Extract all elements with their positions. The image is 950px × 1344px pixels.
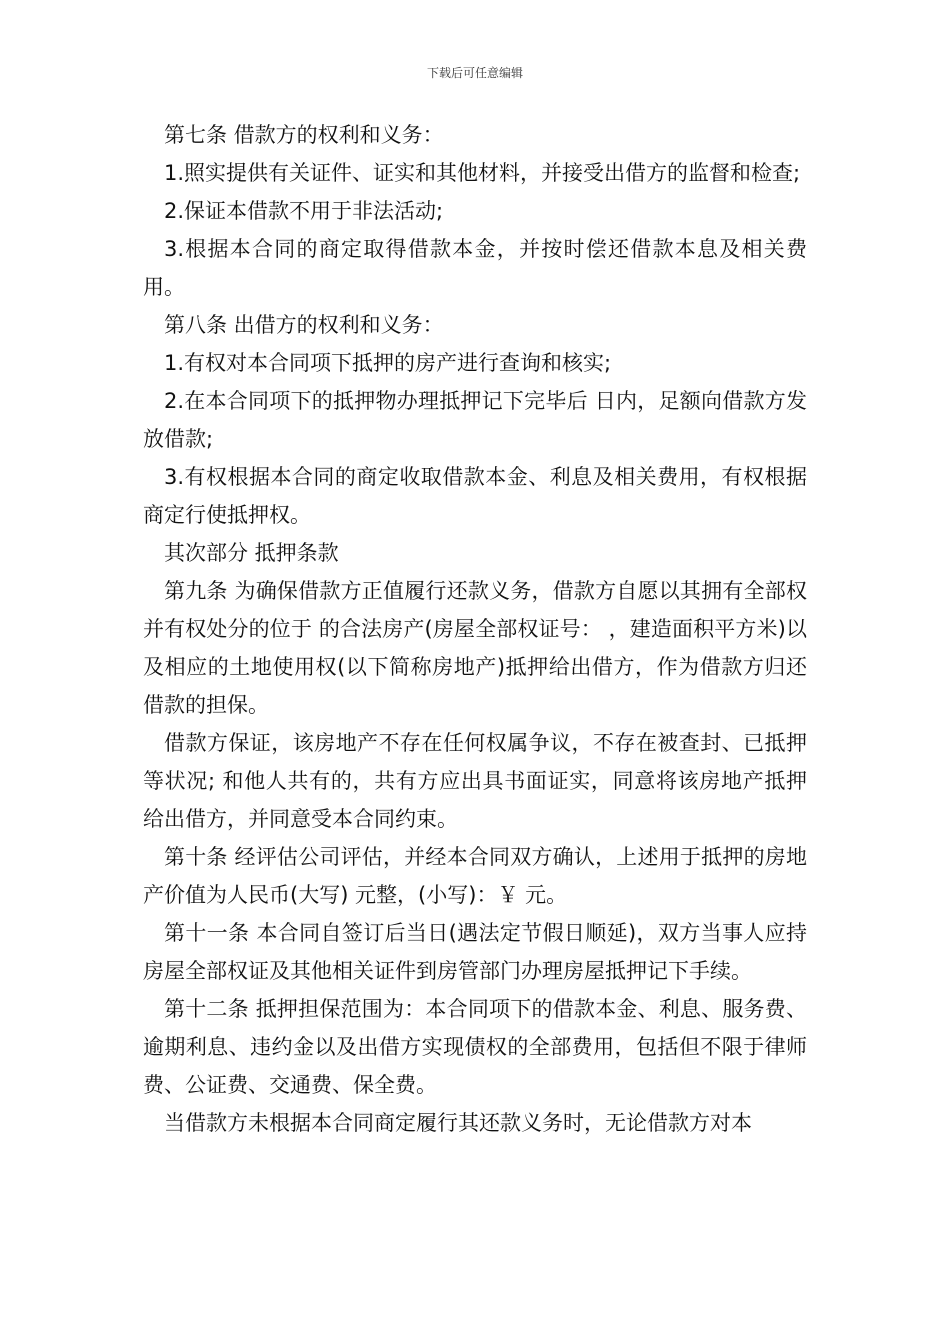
article-9: 第九条 为确保借款方正值履行还款义务，借款方自愿以其拥有全部权并有权处分的位于 的合法房产(房屋全部权证号： ，建造面积平方米)以及相应的土地使用权(以下简称房地产)抵押给出借方，作为借款方归还借款的担保。 — [143, 579, 807, 717]
article-10: 第十条 经评估公司评估，并经本合同双方确认，上述用于抵押的房地产价值为人民币(大写) 元整，(小写)：￥ 元。 — [143, 845, 807, 907]
document-body — [143, 116, 807, 1142]
article-7-item-2: 2.保证本借款不用于非法活动; — [164, 199, 444, 223]
article-8-item-3: 3.有权根据本合同的商定收取借款本金、利息及相关费用，有权根据商定行使抵押权。 — [143, 465, 807, 527]
article-8-heading: 第八条 出借方的权利和义务： — [164, 313, 444, 337]
article-12: 第十二条 抵押担保范围为：本合同项下的借款本金、利息、服务费、逾期利息、违约金以及出借方实现债权的全部费用，包括但不限于律师费、公证费、交通费、保全费。 — [143, 997, 807, 1097]
article-7-item-1: 1.照实提供有关证件、证实和其他材料，并接受出借方的监督和检查; — [164, 161, 801, 185]
page-header: 下载后可任意编辑 — [426, 66, 523, 80]
article-11: 第十一条 本合同自签订后当日(遇法定节假日顺延)，双方当事人应持房屋全部权证及其他相关证件到房管部门办理房屋抵押记下手续。 — [143, 921, 807, 983]
borrower-guarantee: 借款方保证，该房地产不存在任何权属争议，不存在被查封、已抵押等状况; 和他人共有的，共有方应出具书面证实，同意将该房地产抵押给出借方，并同意受本合同约束。 — [143, 731, 807, 831]
article-8-item-2: 2.在本合同项下的抵押物办理抵押记下完毕后 日内，足额向借款方发放借款; — [143, 389, 807, 451]
part-2-heading: 其次部分 抵押条款 — [164, 541, 339, 565]
article-7-heading: 第七条 借款方的权利和义务： — [164, 123, 444, 147]
article-8-item-1: 1.有权对本合同项下抵押的房产进行查询和核实; — [164, 351, 612, 375]
article-7-item-3: 3.根据本合同的商定取得借款本金，并按时偿还借款本息及相关费用。 — [143, 237, 807, 299]
default-clause: 当借款方未根据本合同商定履行其还款义务时，无论借款方对本 — [164, 1111, 752, 1135]
